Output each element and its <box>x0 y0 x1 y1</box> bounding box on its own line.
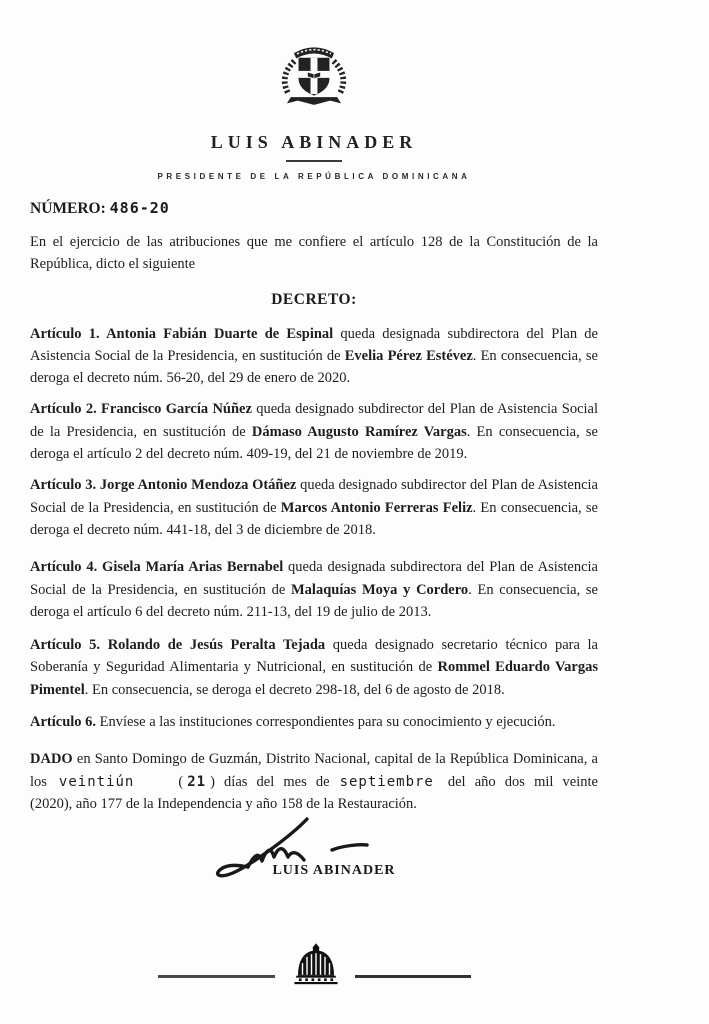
replaced-person-name: Rommel Eduardo Vargas Pimentel <box>30 659 598 698</box>
replaced-person-name: Dámaso Augusto Ramírez Vargas <box>251 423 467 440</box>
article-6-paragraph: Artículo 6. Envíese a las instituciones correspondientes para su conocimiento y ejecución. <box>30 714 556 731</box>
article-2-label: Artículo 2. Francisco García Núñez <box>30 401 252 418</box>
dado-paragraph: DADO en Santo Domingo de Guzmán, Distrito Nacional, capital de la República Dominicana, a los veintiún ( 21 ) días del mes de septiembre del año dos mil veinte (2020), año 177 de la Independencia y año 158 de la Restauración. <box>30 751 598 812</box>
coat-of-arms-icon <box>275 40 353 108</box>
replaced-person-name: Marcos Antonio Ferreras Feliz <box>280 499 473 516</box>
article-6-label: Artículo 6. <box>30 714 97 731</box>
footer-right-rule <box>355 975 471 978</box>
document-body <box>30 0 598 879</box>
article-3-label: Artículo 3. Jorge Antonio Mendoza Otáñez <box>30 477 297 494</box>
article-4-label: Artículo 4. Gisela María Arias Bernabel <box>30 559 284 576</box>
article-1-label: Artículo 1. Antonia Fabián Duarte de Espinal <box>30 325 334 342</box>
month-field: septiembre <box>339 773 434 790</box>
president-title: PRESIDENTE DE LA REPÚBLICA DOMINICANA <box>157 172 471 181</box>
decree-number <box>30 199 598 218</box>
replaced-person-name: Evelia Pérez Estévez <box>344 347 473 364</box>
palace-dome-icon <box>289 941 343 987</box>
intro-paragraph: En el ejercicio de las atribuciones que me confiere el artículo 128 de la Constitución de la República, dicto el siguiente <box>30 234 598 273</box>
day-word-field: veintiún <box>58 773 135 790</box>
decree-number-label: NÚMERO: <box>30 200 106 217</box>
day-number-field: 21 <box>187 773 207 790</box>
dado-label: DADO <box>30 751 73 768</box>
footer-left-rule <box>158 975 275 978</box>
name-divider <box>286 160 342 162</box>
article-5-label: Artículo 5. Rolando de Jesús Peralta Tejada <box>30 637 326 654</box>
decree-heading: DECRETO: <box>271 290 357 308</box>
article-4-paragraph: Artículo 4. Gisela María Arias Bernabel queda designada subdirectora del Plan de Asistencia Social de la Presidencia, en sustitución de Malaquías Moya y Cordero. En consecuencia, se deroga el artículo 6 del decreto núm. 211-13, del 19 de julio de 2013. <box>30 559 598 620</box>
article-3-paragraph: Artículo 3. Jorge Antonio Mendoza Otáñez queda designado subdirector del Plan de Asistencia Social de la Presidencia, en sustitución de Marcos Antonio Ferreras Feliz. En consecuencia, se deroga el decreto núm. 441-18, del 3 de diciembre de 2018. <box>30 477 598 538</box>
decree-number-value: 486-20 <box>109 199 170 217</box>
article-1-paragraph: Artículo 1. Antonia Fabián Duarte de Espinal queda designada subdirectora del Plan de Asistencia Social de la Presidencia, en sustitución de Evelia Pérez Estévez. En consecuencia, se deroga el decreto núm. 56-20, del 29 de enero de 2020. <box>30 325 598 387</box>
article-5-paragraph: Artículo 5. Rolando de Jesús Peralta Tejada queda designado secretario técnico para la Soberanía y Seguridad Alimentaria y Nutricional, en sustitución de Rommel Eduardo Vargas Pimentel. En consecuencia, se deroga el decreto 298-18, del 6 de agosto de 2018. <box>30 637 598 698</box>
president-name: LUIS ABINADER <box>210 132 418 152</box>
article-2-paragraph: Artículo 2. Francisco García Núñez queda designado subdirector del Plan de Asistencia Social de la Presidencia, en sustitución de Dámaso Augusto Ramírez Vargas. En consecuencia, se deroga el artículo 2 del decreto núm. 409-19, del 21 de noviembre de 2019. <box>30 401 598 463</box>
signatory-name: LUIS ABINADER <box>272 863 396 879</box>
replaced-person-name: Malaquías Moya y Cordero <box>291 581 469 598</box>
signature-block <box>30 817 598 879</box>
footer-ornament <box>30 941 598 987</box>
